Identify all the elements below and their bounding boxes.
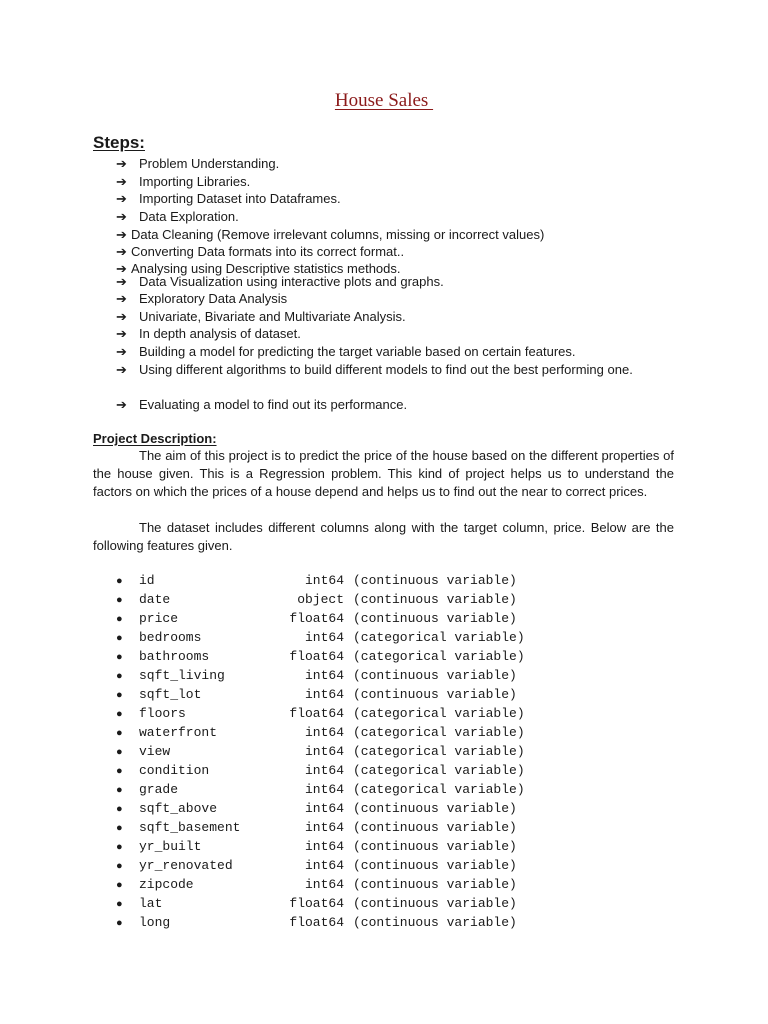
feature-name: yr_built [139,839,202,854]
feature-name: lat [139,896,163,911]
arrow-icon: ➔ [116,191,127,206]
arrow-icon: ➔ [116,156,127,171]
feature-dtype: int64 [304,725,344,740]
feature-dtype: int64 [304,820,344,835]
bullet-icon: ● [116,841,123,853]
bullet-icon: ● [116,670,123,682]
feature-name: date [139,592,171,607]
feature-name: floors [139,706,186,721]
feature-description: (continuous variable) [353,611,517,626]
bullet-icon: ● [116,575,123,587]
document-title-text: House Sales [334,90,434,111]
feature-dtype: int64 [304,744,344,759]
feature-description: (continuous variable) [353,839,517,854]
step-label: Converting Data formats into its correct format.. [131,244,405,259]
feature-description: (categorical variable) [353,630,525,645]
feature-dtype: float64 [289,611,344,626]
bullet-icon: ● [116,651,123,663]
bullet-icon: ● [116,613,123,625]
bullet-icon: ● [116,632,123,644]
arrow-icon: ➔ [116,261,127,276]
feature-name: bathrooms [139,649,210,664]
feature-dtype: float64 [289,896,344,911]
feature-name: long [139,915,171,930]
feature-name: view [139,744,171,759]
bullet-icon: ● [116,727,123,739]
bullet-icon: ● [116,708,123,720]
step-label: Analysing using Descriptive statistics methods. [131,261,401,276]
feature-description: (continuous variable) [353,668,517,683]
step-label: Problem Understanding. [139,156,280,171]
bullet-icon: ● [116,879,123,891]
step-label: Building a model for predicting the target variable based on certain features. [139,344,576,359]
feature-dtype: int64 [304,687,344,702]
bullet-icon: ● [116,746,123,758]
feature-name: yr_renovated [139,858,233,873]
feature-description: (categorical variable) [353,744,525,759]
feature-description: (continuous variable) [353,877,517,892]
feature-name: bedrooms [139,630,202,645]
arrow-icon: ➔ [116,344,127,359]
feature-dtype: int64 [304,668,344,683]
arrow-icon: ➔ [116,326,127,341]
feature-name: price [139,611,179,626]
feature-description: (categorical variable) [353,782,525,797]
feature-dtype: int64 [304,573,344,588]
arrow-icon: ➔ [116,244,127,259]
feature-name: id [139,573,155,588]
step-label: Importing Dataset into Dataframes. [139,191,341,206]
document-title [0,90,768,112]
feature-name: sqft_basement [139,820,241,835]
feature-description: (categorical variable) [353,725,525,740]
step-label: Exploratory Data Analysis [139,291,288,306]
bullet-icon: ● [116,594,123,606]
bullet-icon: ● [116,860,123,872]
feature-name: waterfront [139,725,218,740]
step-label: Data Cleaning (Remove irrelevant columns, missing or incorrect values) [131,227,545,242]
arrow-icon: ➔ [116,227,127,242]
arrow-icon: ➔ [116,174,127,189]
feature-dtype: int64 [304,801,344,816]
feature-description: (continuous variable) [353,592,517,607]
feature-dtype: float64 [289,649,344,664]
feature-description: (categorical variable) [353,763,525,778]
feature-name: condition [139,763,210,778]
dataset-paragraph: The dataset includes different columns along with the target column, price. Below are the following features given. [93,520,674,553]
step-label: Data Visualization using interactive plots and graphs. [139,274,444,289]
feature-description: (continuous variable) [353,915,517,930]
bullet-icon: ● [116,689,123,701]
bullet-icon: ● [116,765,123,777]
bullet-icon: ● [116,803,123,815]
feature-dtype: int64 [304,858,344,873]
feature-description: (continuous variable) [353,801,517,816]
description-paragraph: The aim of this project is to predict the price of the house based on the different properties of the house given. This is a Regression problem. This kind of project helps us to understand the factors on which the prices of a house depend and helps us to find out the near to correct prices. [93,448,674,499]
step-label: Importing Libraries. [139,174,251,189]
feature-dtype: int64 [304,782,344,797]
feature-description: (continuous variable) [353,687,517,702]
bullet-icon: ● [116,784,123,796]
bullet-icon: ● [116,822,123,834]
feature-dtype: int64 [304,763,344,778]
arrow-icon: ➔ [116,274,127,289]
arrow-icon: ➔ [116,291,127,306]
feature-description: (continuous variable) [353,858,517,873]
feature-description: (continuous variable) [353,896,517,911]
feature-name: zipcode [139,877,194,892]
feature-description: (categorical variable) [353,706,525,721]
feature-description: (continuous variable) [353,820,517,835]
bullet-icon: ● [116,917,123,929]
arrow-icon: ➔ [116,209,127,224]
bullet-icon: ● [116,898,123,910]
feature-dtype: int64 [304,630,344,645]
step-label: Univariate, Bivariate and Multivariate Analysis. [139,309,406,324]
steps-heading: Steps: [93,133,145,152]
arrow-icon: ➔ [116,397,127,412]
arrow-icon: ➔ [116,309,127,324]
feature-name: grade [139,782,179,797]
feature-name: sqft_living [139,668,225,683]
step-label: In depth analysis of dataset. [139,326,301,341]
feature-dtype: float64 [289,915,344,930]
step-label: Evaluating a model to find out its performance. [139,397,408,412]
arrow-icon: ➔ [116,362,127,377]
feature-dtype: int64 [304,877,344,892]
feature-dtype: float64 [289,706,344,721]
feature-dtype: object [297,592,344,607]
step-label: Using different algorithms to build different models to find out the best performing one. [139,362,633,377]
feature-name: sqft_above [139,801,218,816]
step-label: Data Exploration. [139,209,239,224]
feature-dtype: int64 [304,839,344,854]
feature-name: sqft_lot [139,687,202,702]
feature-description: (continuous variable) [353,573,517,588]
project-description-heading: Project Description: [93,431,217,446]
feature-description: (categorical variable) [353,649,525,664]
